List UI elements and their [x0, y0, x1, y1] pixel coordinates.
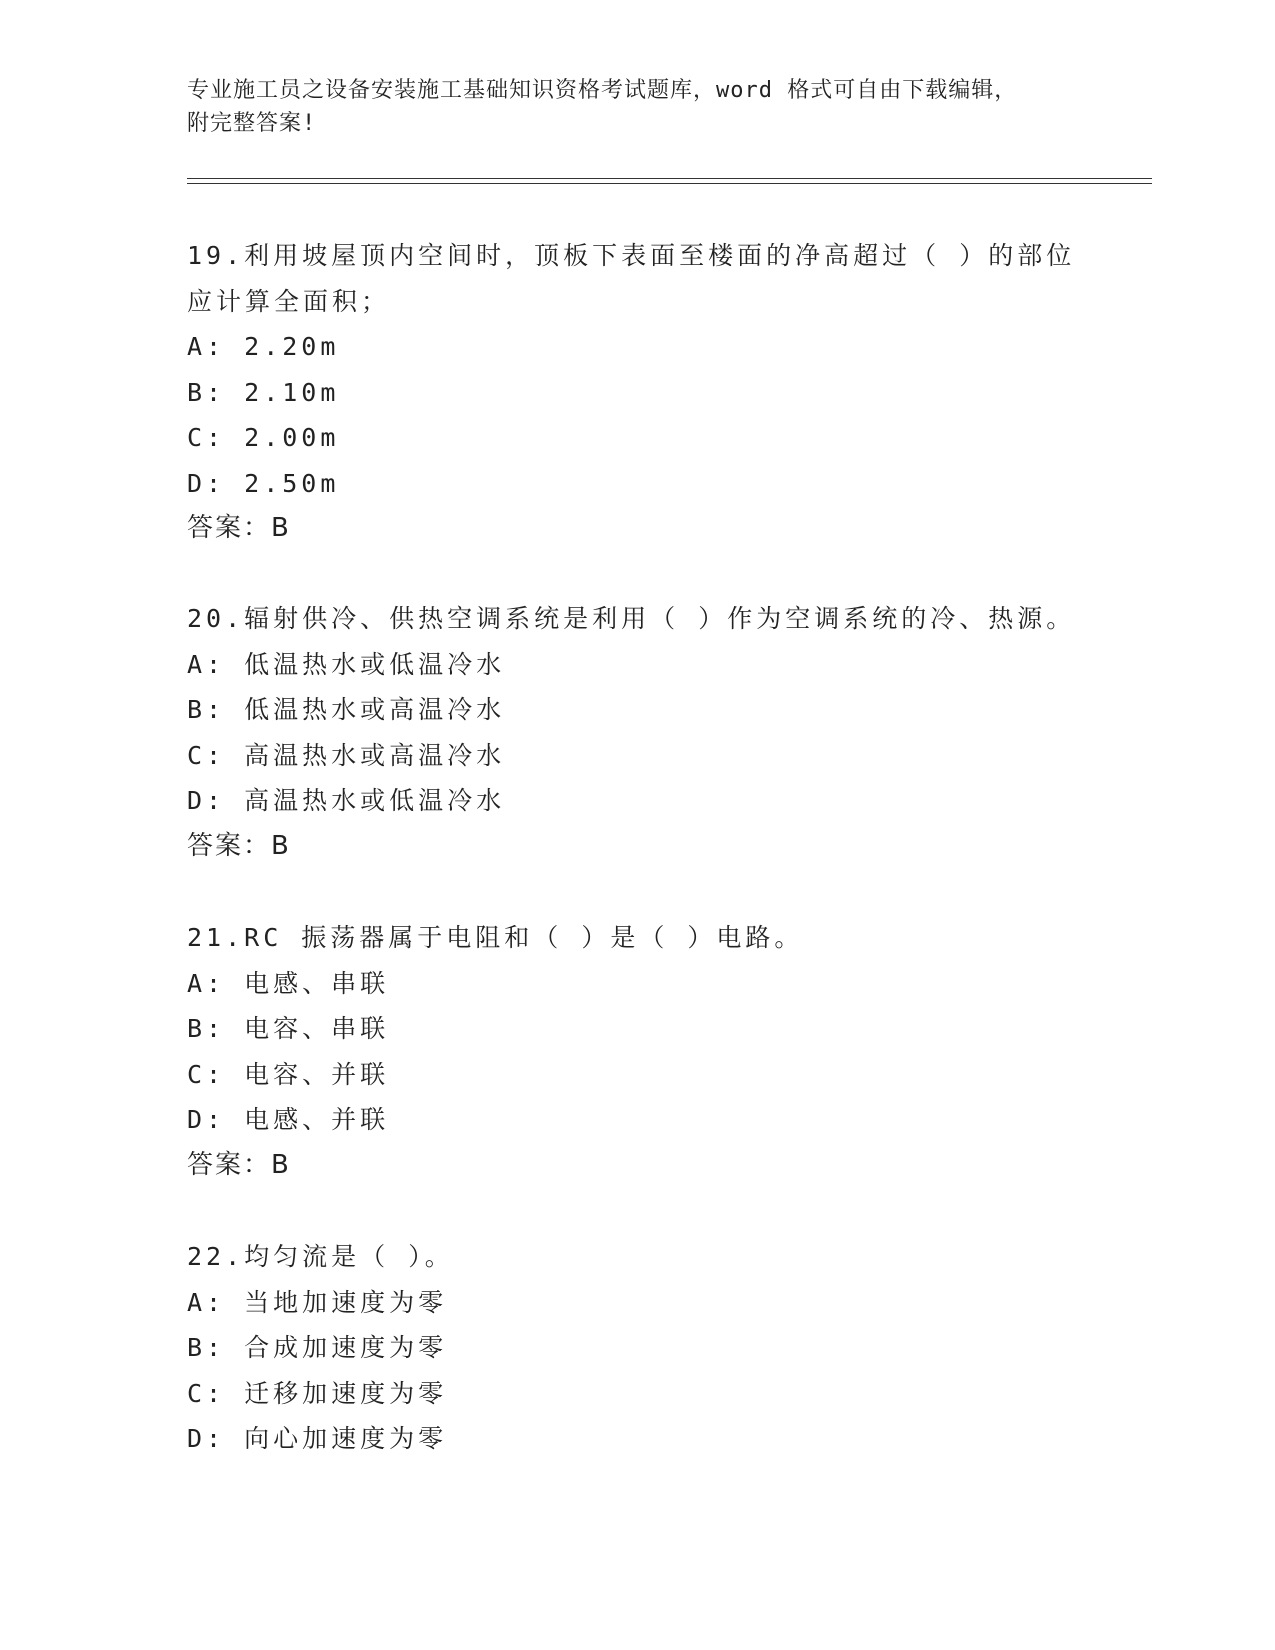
option-c: C: 高温热水或高温冷水: [187, 740, 506, 770]
question-stem: 20.辐射供冷、供热空调系统是利用（ ）作为空调系统的冷、热源。: [187, 604, 1076, 633]
option-d: D: 高温热水或低温冷水: [187, 786, 506, 815]
option-d: D: 向心加速度为零: [187, 1424, 448, 1453]
question-20: [187, 596, 1087, 869]
header-line-1: 专业施工员之设备安装施工基础知识资格考试题库，word 格式可自由下载编辑，: [187, 78, 1018, 103]
question-19: [187, 233, 1087, 552]
option-a: A: 2.20m: [187, 332, 340, 361]
option-b: B: 电容、串联: [187, 1014, 390, 1043]
option-d: D: 电感、并联: [187, 1105, 390, 1134]
header-double-rule: [187, 178, 1152, 184]
answer: 答案：B: [187, 830, 291, 861]
option-a: A: 当地加速度为零: [187, 1287, 448, 1317]
option-b: B: 合成加速度为零: [187, 1333, 448, 1362]
option-c: C: 电容、并联: [187, 1059, 390, 1089]
question-22: [187, 1234, 1087, 1462]
document-header: [187, 74, 1087, 140]
option-d: D: 2.50m: [187, 468, 340, 498]
option-b: B: 2.10m: [187, 377, 340, 407]
header-line-2: 附完整答案!: [187, 111, 317, 136]
question-stem: 22.均匀流是（ ）。: [187, 1242, 454, 1271]
option-c: C: 迁移加速度为零: [187, 1378, 448, 1408]
answer: 答案：B: [187, 513, 291, 543]
question-stem: 21.RC 振荡器属于电阻和（ ）是（ ）电路。: [187, 923, 804, 952]
question-stem: 19.利用坡屋顶内空间时，顶板下表面至楼面的净高超过（ ）的部位: [187, 241, 1076, 270]
question-21: [187, 915, 1087, 1188]
answer: 答案：B: [187, 1149, 291, 1180]
option-b: B: 低温热水或高温冷水: [187, 695, 506, 724]
option-a: A: 电感、串联: [187, 968, 390, 998]
option-a: A: 低温热水或低温冷水: [187, 649, 506, 679]
question-stem-continued: 应计算全面积；: [187, 286, 391, 316]
option-c: C: 2.00m: [187, 423, 340, 452]
